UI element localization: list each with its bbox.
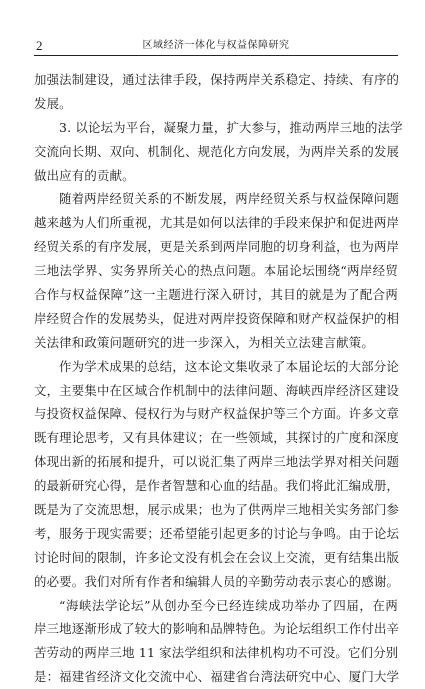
running-title: 区域经济一体化与权益保障研究 [142,40,290,51]
text-line: 三地法学界、实务界所关心的热点问题。本届论坛围绕“两岸经贸 [34,263,398,279]
text-line: 既是为了交流思想，展示成果；也为了供两岸三地相关实务部门参 [34,502,400,518]
text-line: 文，主要集中在区域合作机制中的法律问题、海峡西岸经济区建设 [34,382,400,398]
text-line: 经贸关系的有序发展，更是关系到两岸同胞的切身利益，也为两岸 [34,239,400,255]
text-line: 关法律和政策问题研究的进一步深入，为相关立法建言献策。 [34,334,374,350]
body-text [34,68,403,689]
text-line: 合作与权益保障”这一主题进行深入研讨，其目的就是为了配合两 [34,287,398,303]
running-head [34,37,398,56]
text-line: 交流向长期、双向、机制化、规范化方向发展，为两岸关系的发展 [34,143,400,159]
text-line: “海峡法学论坛”从创办至今已经连续成功举办了四届，在两 [59,597,398,613]
text-line: 讨论时间的限制，许多论文没有机会在会议上交流，更有结集出版 [34,549,400,565]
text-line: 3. 以论坛为平台，凝聚力量，扩大参与，推动两岸三地的法学 [59,119,403,135]
text-line: 随着两岸经贸关系的不断发展，两岸经贸关系与权益保障问题 [59,191,399,207]
text-line: 苦劳动的两岸三地 11 家法学组织和法律机构功不可没。它们分别 [34,645,399,661]
text-line: 与投资权益保障、侵权行为与财产权益保护等三个方面。许多文章 [34,406,400,422]
text-line: 越来越为人们所重视，尤其是如何以法律的手段来保护和促进两岸 [34,215,400,231]
text-line: 的最新研究心得，是作者智慧和心血的结晶。我们将此汇编成册， [34,478,400,494]
text-line: 既有理论思考，又有具体建议；在一些领域，其探讨的广度和深度 [34,430,400,446]
text-line: 发展。 [34,95,72,111]
text-line: 是：福建省经济文化交流中心、福建省台湾法研究中心、厦门大学 [34,669,400,685]
text-line: 岸经贸合作的发展势头，促进对两岸投资保障和财产权益保护的相 [34,310,400,326]
text-line: 的必要。我们对所有作者和编辑人员的辛勤劳动表示衷心的感谢。 [34,573,400,589]
page-number: 2 [36,38,43,53]
text-line: 体现出新的拓展和提升，可以说汇集了两岸三地法学界对相关问题 [34,454,400,470]
text-line: 岸三地逐渐形成了较大的影响和品牌特色。为论坛组织工作付出辛 [34,621,400,637]
text-line: 加强法制建设，通过法律手段，保持两岸关系稳定、持续、有序的 [34,72,400,87]
text-line: 作为学术成果的总结，这本论文集收录了本届论坛的大部分论 [59,358,399,374]
text-line: 做出应有的贡献。 [34,167,135,183]
text-line: 考，服务于现实需要；还希望能引起更多的讨论与争鸣。由于论坛 [34,525,400,541]
